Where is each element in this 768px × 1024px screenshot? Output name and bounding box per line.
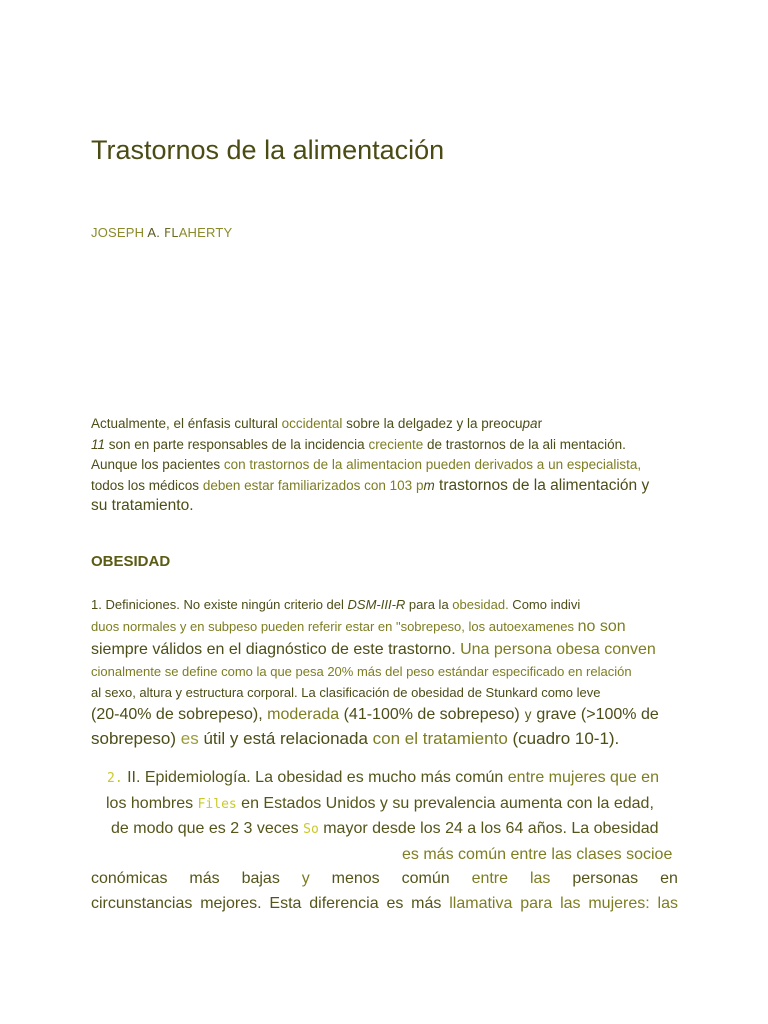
definitions-text: y bbox=[524, 708, 532, 723]
epidemiology-word: bajas bbox=[241, 870, 280, 887]
document-title: Trastornos de la alimentación bbox=[91, 135, 445, 165]
epidemiology-word: en bbox=[660, 870, 678, 887]
definitions-text: para la bbox=[405, 597, 453, 612]
author-initial: A. bbox=[147, 225, 161, 240]
intro-text: occidental bbox=[281, 416, 343, 431]
definitions-paragraph bbox=[91, 594, 681, 751]
section-heading: OBESIDAD bbox=[91, 553, 171, 570]
epidemiology-word: es bbox=[386, 894, 404, 912]
author-name bbox=[91, 225, 232, 240]
epidemiology-line bbox=[91, 817, 678, 843]
epidemiology-word: común bbox=[401, 870, 450, 887]
definitions-text: (41-100% de sobrepeso) bbox=[339, 706, 525, 723]
epidemiology-text: II. Epidemiología. La obesidad es mucho más común bbox=[122, 769, 508, 786]
definitions-text: 1. Definiciones. No existe ningún criterio del bbox=[91, 597, 348, 612]
epidemiology-line bbox=[91, 867, 678, 892]
epidemiology-text: Files bbox=[197, 796, 237, 812]
epidemiology-text: 2. bbox=[107, 771, 123, 786]
epidemiology-word: llamativa bbox=[449, 894, 513, 912]
intro-text: r bbox=[537, 416, 543, 431]
definitions-text: (20-40% de sobrepeso), bbox=[91, 706, 268, 723]
definitions-text: sobrepeso) bbox=[91, 729, 181, 748]
epidemiology-text: los hombres bbox=[106, 794, 198, 812]
definitions-text: (cuadro 10-1). bbox=[507, 729, 620, 748]
definitions-text: obesidad. bbox=[452, 597, 509, 612]
intro-text: Aunque los pacientes bbox=[91, 457, 224, 472]
epidemiology-word: las bbox=[529, 870, 551, 887]
intro-text: con trastornos de la alimentacion pueden derivados a un especialista, bbox=[223, 457, 642, 472]
definitions-text: Como indivi bbox=[508, 597, 581, 612]
epidemiology-word: entre bbox=[471, 870, 509, 887]
epidemiology-word: y bbox=[301, 870, 310, 887]
epidemiology-line bbox=[91, 792, 678, 818]
epidemiology-word: diferencia bbox=[309, 894, 379, 912]
epidemiology-word: conómicas bbox=[91, 870, 168, 887]
author-last-name-rest: AHERTY bbox=[178, 225, 233, 240]
definitions-text: es bbox=[180, 729, 199, 748]
epidemiology-word: las bbox=[657, 894, 678, 912]
epidemiology-word: Esta bbox=[269, 894, 302, 912]
epidemiology-text: de modo que es 2 3 veces bbox=[111, 820, 304, 837]
epidemiology-text: entre mujeres que en bbox=[507, 769, 659, 786]
intro-text: 11 bbox=[91, 436, 106, 452]
intro-text: son en parte responsables de la incidencia bbox=[105, 436, 369, 452]
definitions-text: cionalmente se define como la que pesa 20% más del peso estándar especificado en relación bbox=[91, 664, 632, 679]
epidemiology-word: mujeres: bbox=[588, 894, 650, 912]
epidemiology-word: circunstancias bbox=[91, 894, 193, 912]
intro-text: pa bbox=[522, 416, 538, 431]
intro-text: creciente bbox=[368, 436, 424, 452]
author-first-name: JOSEPH bbox=[91, 225, 145, 240]
definitions-text: no son bbox=[577, 618, 626, 635]
definitions-text: útil y está relacionada bbox=[198, 729, 373, 748]
intro-text: Actualmente, el énfasis cultural bbox=[91, 416, 282, 431]
epidemiology-paragraph bbox=[91, 766, 678, 916]
epidemiology-word: más bbox=[189, 870, 220, 887]
definitions-text: Una persona obesa conven bbox=[455, 641, 656, 658]
epidemiology-text: mayor desde los 24 a los 64 años. La obesidad bbox=[318, 820, 659, 837]
intro-text: trastornos de la alimentación y bbox=[434, 476, 650, 494]
intro-text: todos los médicos bbox=[91, 477, 203, 493]
epidemiology-word: personas bbox=[572, 870, 639, 887]
epidemiology-text: So bbox=[303, 822, 319, 837]
intro-text: su tratamiento. bbox=[91, 497, 194, 514]
intro-text: deben estar familiarizados con 103 p bbox=[202, 477, 424, 493]
author-last-name-start: FL bbox=[163, 226, 179, 240]
epidemiology-line: es más común entre las clases socioe bbox=[402, 845, 673, 863]
epidemiology-word: menos bbox=[331, 870, 380, 887]
definitions-text: duos normales y en subpeso pueden referir estar en "sobrepeso, los autoexamenes bbox=[91, 619, 578, 634]
epidemiology-word: las bbox=[560, 894, 581, 912]
epidemiology-line bbox=[91, 766, 678, 792]
intro-paragraph bbox=[91, 414, 681, 517]
definitions-text: DSM-III-R bbox=[347, 597, 406, 612]
epidemiology-text: en Estados Unidos y su prevalencia aumenta con la edad, bbox=[236, 794, 654, 812]
definitions-text: con el tratamiento bbox=[372, 729, 508, 748]
definitions-text: grave (>100% de bbox=[531, 706, 659, 723]
definitions-text: siempre válidos en el diagnóstico de este trastorno. bbox=[91, 641, 456, 658]
epidemiology-word: para bbox=[520, 894, 553, 912]
intro-text: de trastornos de la ali mentación. bbox=[423, 436, 626, 452]
definitions-text: al sexo, altura y estructura corporal. La clasificación de obesidad de Stunkard como leve bbox=[91, 685, 601, 700]
intro-text: sobre la delgadez y la preocu bbox=[342, 416, 523, 431]
epidemiology-word: mejores. bbox=[200, 894, 262, 912]
intro-text: m bbox=[423, 477, 435, 493]
epidemiology-word: más bbox=[411, 894, 442, 912]
epidemiology-line bbox=[91, 892, 678, 917]
definitions-text: moderada bbox=[267, 706, 340, 723]
